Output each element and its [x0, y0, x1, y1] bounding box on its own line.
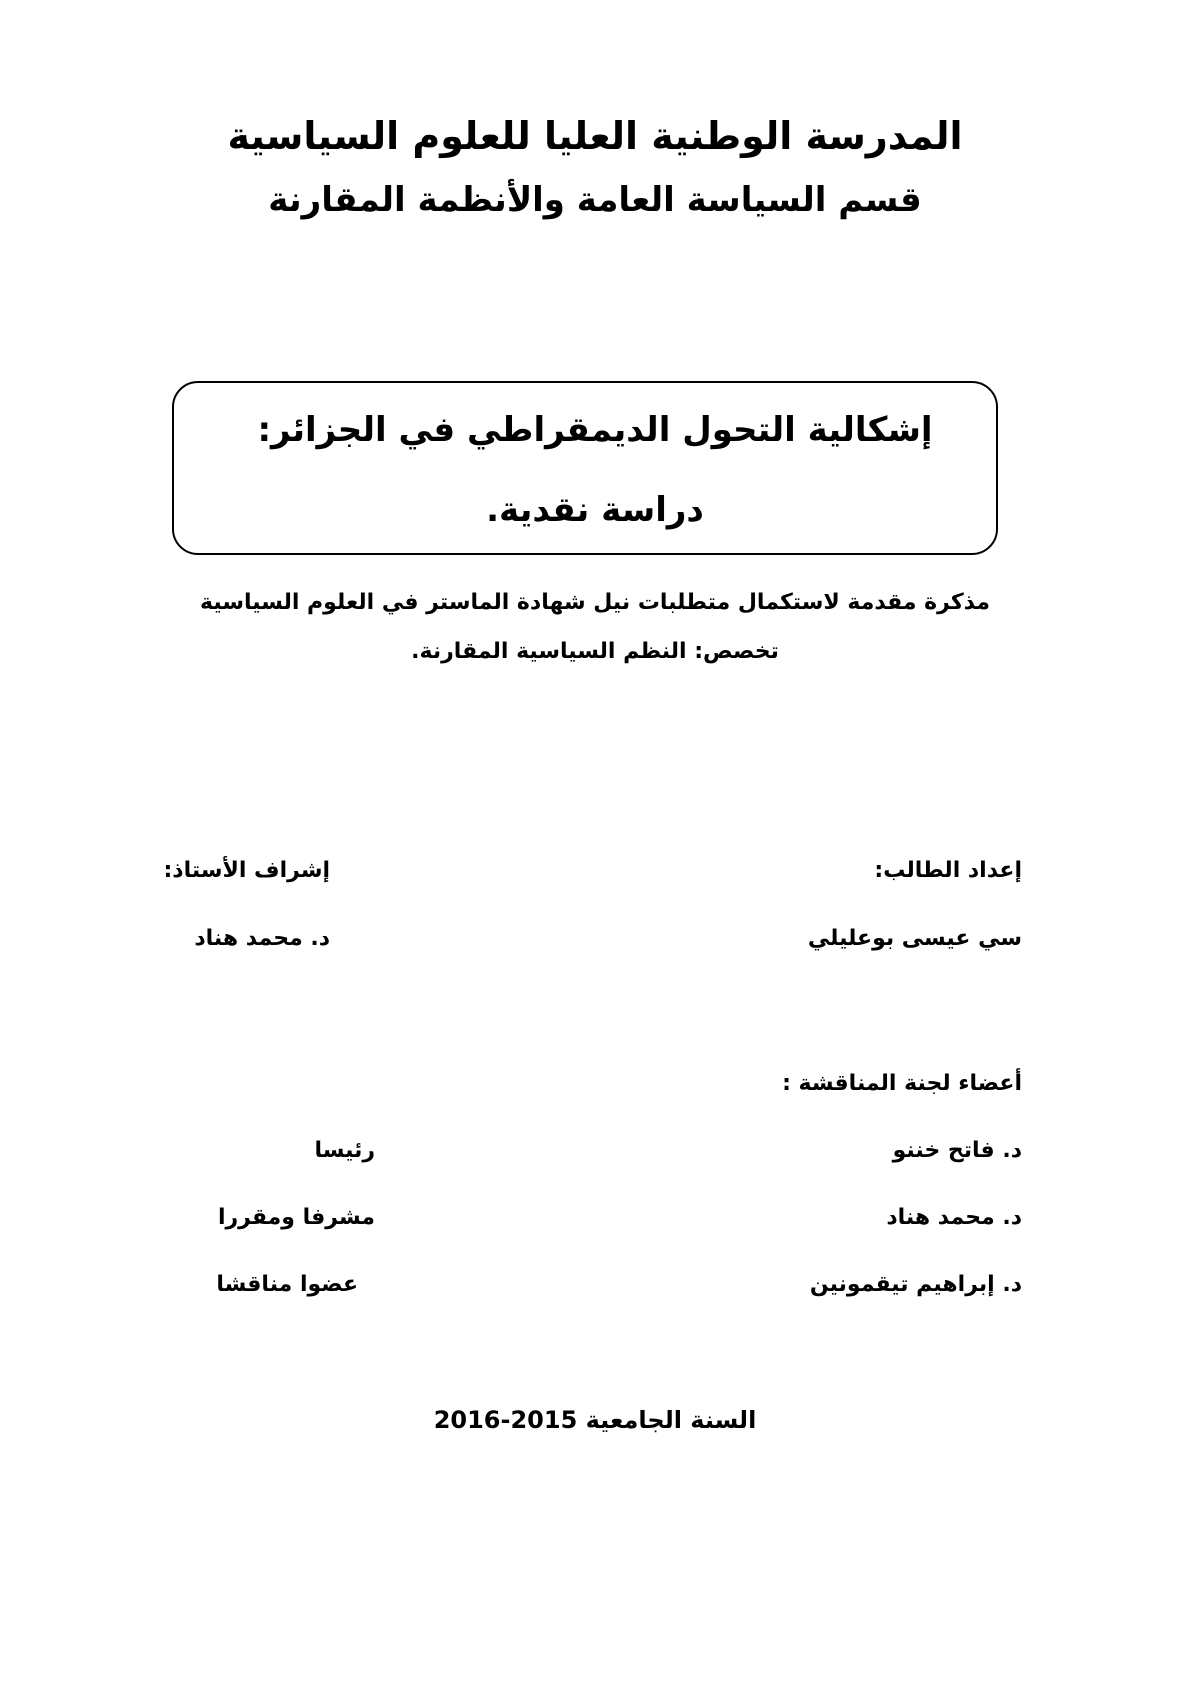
thesis-title-line1: إشكالية التحول الديمقراطي في الجزائر: [257, 410, 933, 450]
thesis-title-line2: دراسة نقدية. [486, 490, 704, 530]
department-name: قسم السياسة العامة والأنظمة المقارنة [268, 180, 922, 220]
committee-member-name: د. إبراهيم تيقمونين [809, 1272, 1022, 1297]
academic-year: السنة الجامعية 2015-2016 [433, 1406, 757, 1434]
thesis-purpose: مذكرة مقدمة لاستكمال متطلبات نيل شهادة الماستر في العلوم السياسية [200, 590, 990, 615]
committee-member-name: د. محمد هناد [886, 1205, 1022, 1230]
committee-member-name: د. فاتح خننو [892, 1138, 1022, 1163]
supervisor-label: إشراف الأستاذ: [163, 858, 330, 883]
student-name: سي عيسى بوعليلي [807, 926, 1022, 951]
committee-heading: أعضاء لجنة المناقشة : [782, 1071, 1022, 1096]
thesis-specialty: تخصص: النظم السياسية المقارنة. [411, 639, 779, 664]
supervisor-name: د. محمد هناد [194, 926, 330, 951]
student-label: إعداد الطالب: [874, 858, 1022, 883]
committee-member-role: رئيسا [314, 1138, 375, 1163]
committee-member-role: مشرفا ومقررا [217, 1205, 375, 1230]
committee-member-role: عضوا مناقشا [216, 1272, 358, 1297]
school-name: المدرسة الوطنية العليا للعلوم السياسية [227, 114, 963, 158]
